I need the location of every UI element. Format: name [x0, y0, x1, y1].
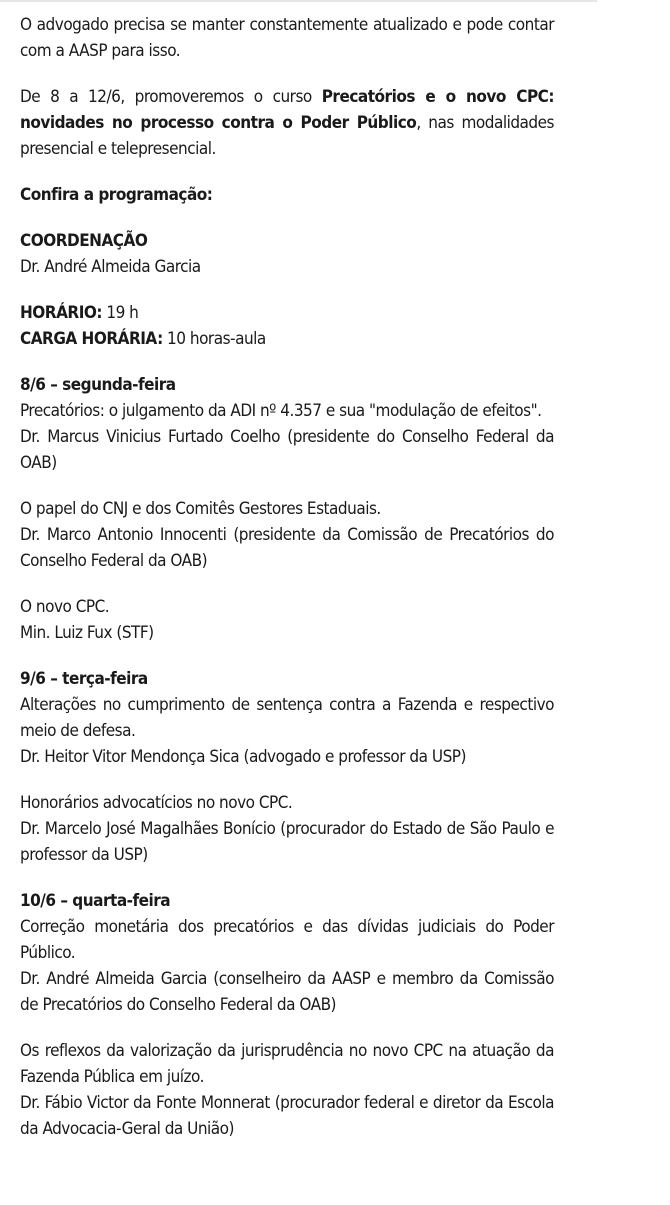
talk-title: Precatórios: o julgamento da ADI nº 4.357 e sua "modulação de efeitos".: [20, 401, 542, 421]
course-announcement-tail: , nas modalidades presencial e telepresencial.: [20, 113, 554, 159]
talk-speaker: Dr. Heitor Vitor Mendonça Sica (advogado e professor da USP): [20, 747, 466, 767]
session-day-2: [20, 666, 554, 868]
top-divider: [0, 0, 597, 2]
talk-title: Honorários advocatícios no novo CPC.: [20, 793, 293, 813]
schedule-info: [20, 300, 554, 352]
talk-speaker: Dr. Marcus Vinicius Furtado Coelho (presidente do Conselho Federal da OAB): [20, 427, 554, 473]
talk-title: O novo CPC.: [20, 597, 110, 617]
coordinator-name: Dr. André Almeida Garcia: [20, 257, 201, 277]
course-announcement-lead: De 8 a 12/6, promoveremos o curso: [20, 87, 322, 107]
session-date: 9/6 – terça-feira: [20, 669, 148, 689]
session-date: 8/6 – segunda-feira: [20, 375, 176, 395]
talk-speaker: Dr. André Almeida Garcia (conselheiro da AASP e membro da Comissão de Precatórios do Conselho Federal da OAB): [20, 969, 554, 1015]
course-title: Precatórios e o novo CPC: novidades no processo contra o Poder Público: [20, 87, 555, 133]
session-date: 10/6 – quarta-feira: [20, 891, 171, 911]
coordination-label: COORDENAÇÃO: [20, 231, 148, 251]
talk-speaker: Dr. Marcelo José Magalhães Bonício (procurador do Estado de São Paulo e professor da USP): [20, 819, 554, 865]
schedule-time: [20, 300, 554, 326]
schedule-time-label: HORÁRIO:: [20, 303, 102, 323]
document-body: [20, 12, 554, 1142]
talk-title: Alterações no cumprimento de sentença contra a Fazenda e respectivo meio de defesa.: [20, 695, 554, 741]
session-day-1: [20, 372, 554, 646]
program-heading: Confira a programação:: [20, 185, 213, 205]
workload: [20, 326, 554, 352]
talk-title: Os reflexos da valorização da jurisprudência no novo CPC na atuação da Fazenda Pública em juízo.: [20, 1041, 554, 1087]
workload-value: 10 horas-aula: [162, 329, 266, 349]
talk-title: Correção monetária dos precatórios e das dívidas judiciais do Poder Público.: [20, 917, 554, 963]
talk-speaker: Dr. Fábio Victor da Fonte Monnerat (procurador federal e diretor da Escola da Advocacia-Geral da União): [20, 1093, 554, 1139]
talk-speaker: Dr. Marco Antonio Innocenti (presidente da Comissão de Precatórios do Conselho Federal da OAB): [20, 525, 554, 571]
talk-speaker: Min. Luiz Fux (STF): [20, 623, 154, 643]
talk-title: O papel do CNJ e dos Comitês Gestores Estaduais.: [20, 499, 381, 519]
workload-label: CARGA HORÁRIA:: [20, 329, 163, 349]
intro-paragraph: O advogado precisa se manter constantemente atualizado e pode contar com a AASP para isso.: [20, 15, 554, 61]
session-day-3: [20, 888, 554, 1142]
coordination-block: [20, 228, 554, 280]
course-announcement: [20, 84, 554, 162]
schedule-time-value: 19 h: [102, 303, 139, 323]
